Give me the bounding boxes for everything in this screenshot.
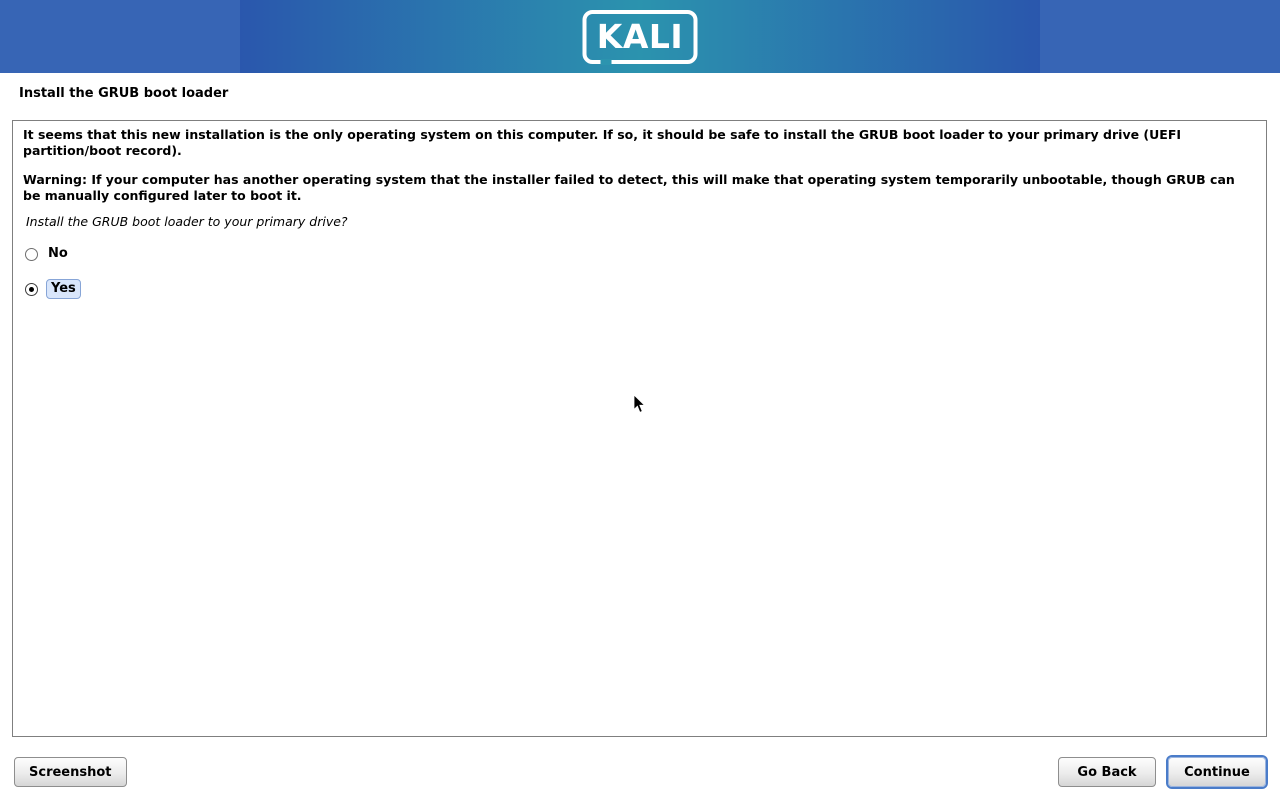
radio-label-no[interactable]: No	[48, 246, 68, 261]
warning-paragraph: Warning: If your computer has another operating system that the installer failed to detect, this will make that operating system temporarily unbootable, though GRUB can be manually configured later to boot it.	[23, 172, 1235, 203]
radio-label-yes[interactable]: Yes	[46, 279, 81, 299]
continue-button[interactable]: Continue	[1168, 757, 1266, 787]
kali-logo-border-gap	[601, 59, 612, 65]
info-paragraph: It seems that this new installation is the only operating system on this computer. If so, it should be safe to install the GRUB boot loader to your primary drive (UEFI partition/boot record).	[23, 127, 1182, 158]
kali-logo-text: KALI	[596, 16, 684, 56]
content-frame	[12, 120, 1267, 737]
screenshot-button[interactable]: Screenshot	[14, 757, 127, 787]
page-title: Install the GRUB boot loader	[19, 86, 229, 101]
radio-button-no[interactable]	[25, 248, 38, 261]
radio-option-yes[interactable]	[25, 279, 1256, 299]
go-back-button[interactable]: Go Back	[1058, 757, 1156, 787]
radio-option-no[interactable]	[25, 244, 1256, 264]
question-label: Install the GRUB boot loader to your primary drive?	[26, 214, 348, 229]
kali-logo	[583, 10, 698, 64]
radio-button-yes[interactable]	[25, 283, 38, 296]
header-banner	[0, 0, 1280, 73]
